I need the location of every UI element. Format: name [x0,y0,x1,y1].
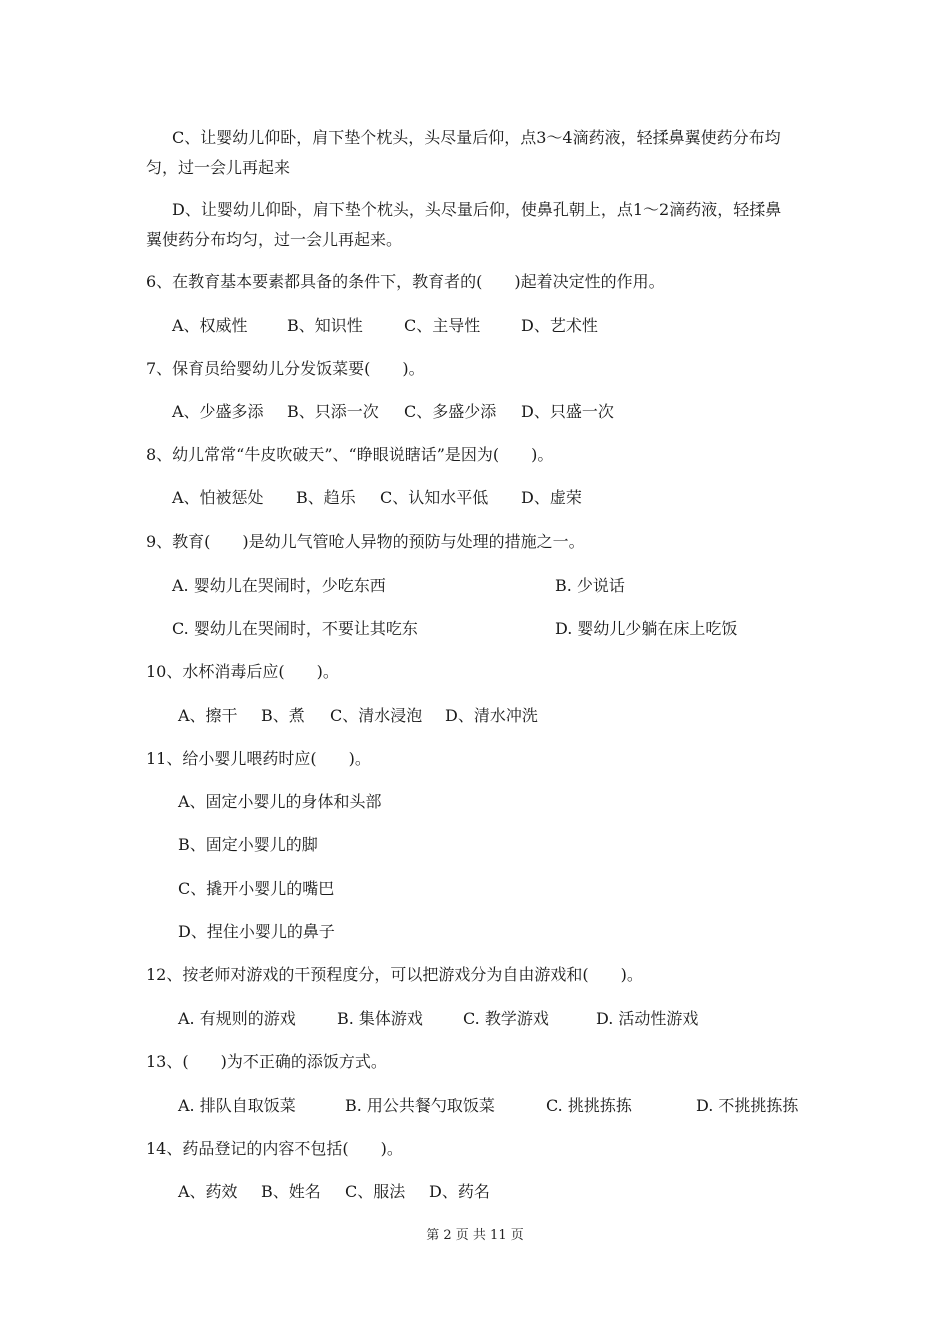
q6-option-c: C、主导性 [404,316,481,335]
q14-option-d: D、药名 [429,1182,490,1201]
q6-option-d: D、艺术性 [521,316,598,335]
q14-option-c: C、服法 [345,1182,406,1201]
q12-option-d: D. 活动性游戏 [596,1009,699,1028]
q8-option-a: A、怕被惩处 [172,488,264,507]
q14-option-b: B、姓名 [261,1182,321,1201]
q12-option-a: A. 有规则的游戏 [178,1009,296,1028]
q10-option-a: A、擦干 [178,706,238,725]
q12-option-b: B. 集体游戏 [337,1009,423,1028]
q9-option-c: C. 婴幼儿在哭闹时，不要让其吃东 [172,619,418,638]
q14-option-a: A、药效 [178,1182,238,1201]
q11-option-c: C、撬开小婴儿的嘴巴 [178,879,335,898]
q11-option-d: D、捏住小婴儿的鼻子 [178,922,335,941]
q13-stem: 13、( )为不正确的添饭方式。 [146,1052,387,1071]
q13-option-d: D. 不挑挑拣拣 [696,1096,799,1115]
q8-option-b: B、趋乐 [296,488,356,507]
q5-option-d-line1: D、让婴幼儿仰卧，肩下垫个枕头，头尽量后仰，使鼻孔朝上，点1～2滴药液，轻揉鼻 [172,200,782,219]
q7-option-d: D、只盛一次 [521,402,614,421]
q9-stem: 9、教育( )是幼儿气管呛人异物的预防与处理的措施之一。 [146,532,585,551]
q7-option-a: A、少盛多添 [172,402,264,421]
q6-stem: 6、在教育基本要素都具备的条件下，教育者的( )起着决定性的作用。 [146,272,665,291]
q11-stem: 11、给小婴儿喂药时应( )。 [146,749,371,768]
q7-option-c: C、多盛少添 [404,402,497,421]
q10-option-d: D、清水冲洗 [445,706,538,725]
q9-option-b: B. 少说话 [555,576,625,595]
q13-option-a: A. 排队自取饭菜 [178,1096,296,1115]
q7-option-b: B、只添一次 [287,402,379,421]
q8-option-c: C、认知水平低 [380,488,489,507]
q12-stem: 12、按老师对游戏的干预程度分，可以把游戏分为自由游戏和( )。 [146,965,643,984]
q6-option-a: A、权威性 [172,316,248,335]
q8-stem: 8、幼儿常常“牛皮吹破天”、“睁眼说瞎话”是因为( )。 [146,445,554,464]
q14-stem: 14、药品登记的内容不包括( )。 [146,1139,403,1158]
q10-stem: 10、水杯消毒后应( )。 [146,662,339,681]
q5-option-c-line2: 匀，过一会儿再起来 [146,158,291,177]
q13-option-c: C. 挑挑拣拣 [546,1096,632,1115]
q10-option-c: C、清水浸泡 [330,706,423,725]
q11-option-a: A、固定小婴儿的身体和头部 [178,792,382,811]
page-number-footer: 第 2 页 共 11 页 [426,1228,524,1243]
q9-option-a: A. 婴幼儿在哭闹时，少吃东西 [172,576,386,595]
q10-option-b: B、煮 [261,706,305,725]
q7-stem: 7、保育员给婴幼儿分发饭菜要( )。 [146,359,425,378]
q12-option-c: C. 教学游戏 [463,1009,549,1028]
q6-option-b: B、知识性 [287,316,363,335]
q11-option-b: B、固定小婴儿的脚 [178,835,318,854]
q9-option-d: D. 婴幼儿少躺在床上吃饭 [555,619,738,638]
q5-option-c-line1: C、让婴幼儿仰卧，肩下垫个枕头，头尽量后仰，点3～4滴药液，轻揉鼻翼使药分布均 [172,128,781,147]
q13-option-b: B. 用公共餐勺取饭菜 [345,1096,495,1115]
q5-option-d-line2: 翼使药分布均匀，过一会儿再起来。 [146,230,403,249]
q8-option-d: D、虚荣 [521,488,582,507]
